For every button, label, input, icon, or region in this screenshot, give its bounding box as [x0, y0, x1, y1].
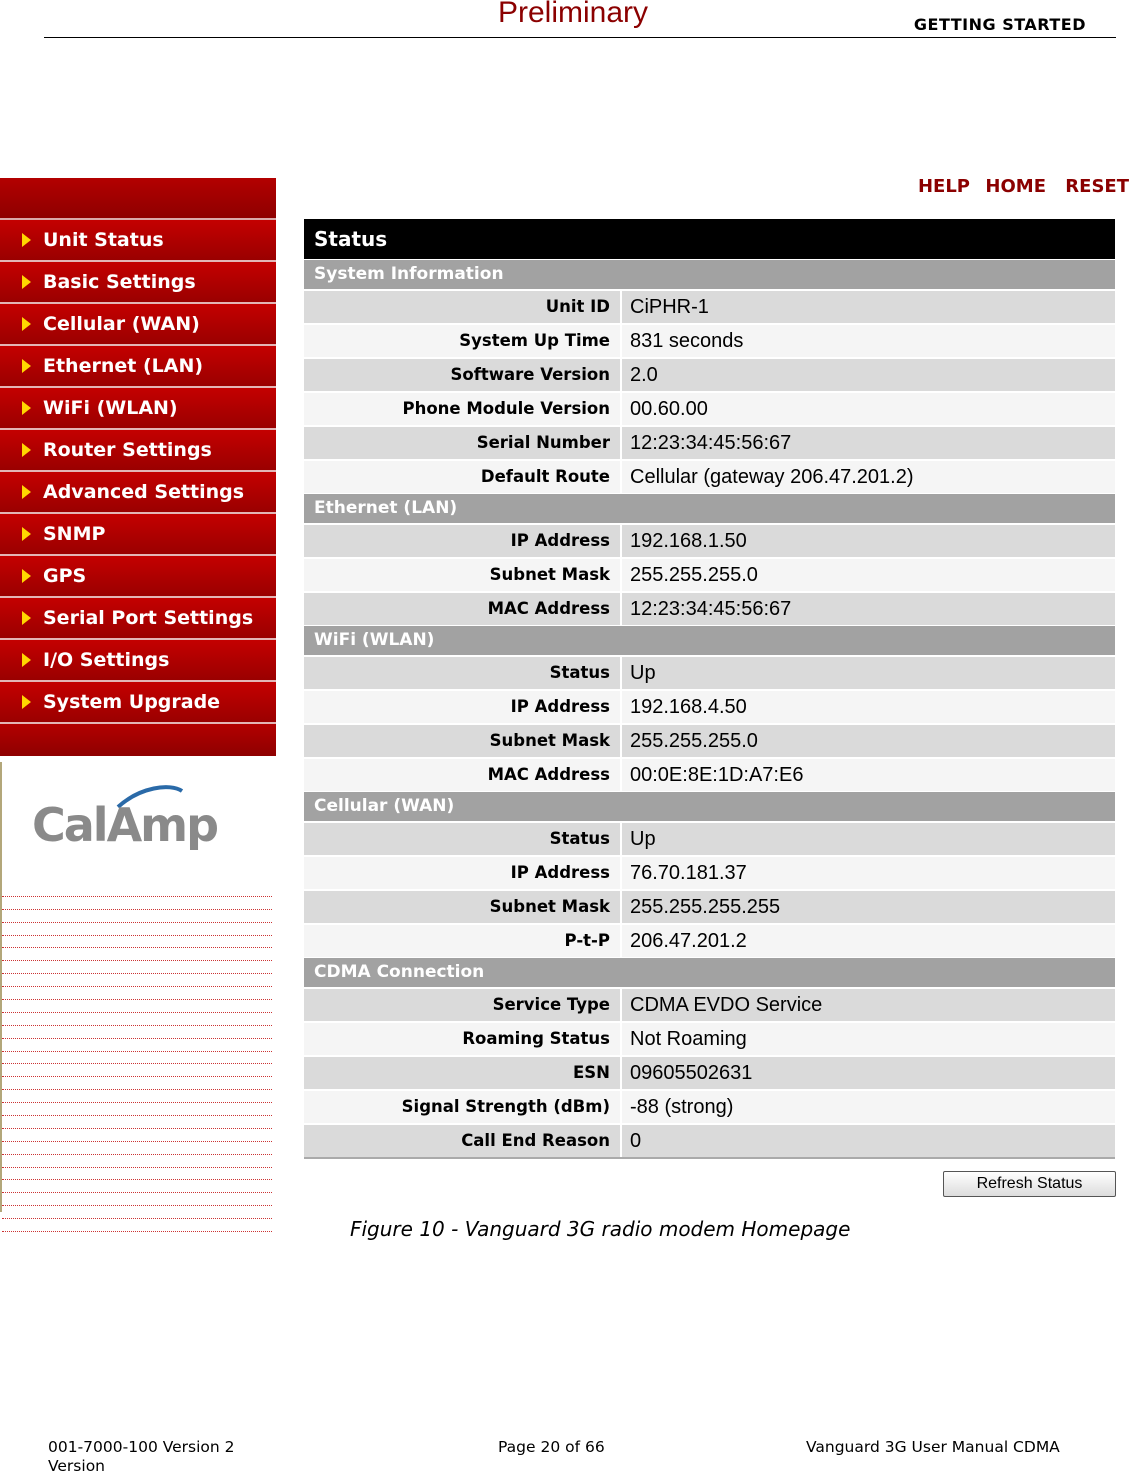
row-value: 192.168.1.50	[620, 525, 1115, 557]
sidebar-item-label: I/O Settings	[43, 649, 170, 671]
sidebar-item-label: Router Settings	[43, 439, 212, 461]
arrow-right-icon	[22, 275, 31, 289]
row-value: 206.47.201.2	[620, 925, 1115, 957]
row-label: Phone Module Version	[402, 399, 610, 418]
row-value: Up	[620, 823, 1115, 855]
sidebar-item-io-settings[interactable]	[0, 640, 276, 682]
arrow-right-icon	[22, 401, 31, 415]
logo-text: CalAmp	[32, 798, 218, 850]
section-header-system-information: System Information	[304, 259, 1115, 289]
row-value: -88 (strong)	[620, 1091, 1115, 1123]
row-label: Status	[549, 829, 610, 848]
arrow-right-icon	[22, 653, 31, 667]
row-label: Call End Reason	[461, 1131, 610, 1150]
row-label: Status	[549, 663, 610, 682]
sidebar-nav	[0, 178, 276, 756]
sidebar-top-bar	[0, 178, 276, 220]
sidebar-item-router-settings[interactable]	[0, 430, 276, 472]
row-value: 192.168.4.50	[620, 691, 1115, 723]
row-label: Subnet Mask	[489, 565, 610, 584]
table-row	[304, 425, 1115, 459]
table-row	[304, 723, 1115, 757]
footer-page-number: Page 20 of 66	[498, 1438, 605, 1456]
sidebar-item-label: Ethernet (LAN)	[43, 355, 204, 377]
table-row	[304, 923, 1115, 957]
sidebar-item-serial-port-settings[interactable]	[0, 598, 276, 640]
row-label: Subnet Mask	[489, 897, 610, 916]
row-label: ESN	[573, 1063, 610, 1082]
row-label: Unit ID	[545, 297, 610, 316]
table-row	[304, 323, 1115, 357]
row-label: IP Address	[510, 697, 610, 716]
row-label: Serial Number	[476, 433, 610, 452]
row-label: IP Address	[510, 863, 610, 882]
row-value: 12:23:34:45:56:67	[620, 593, 1115, 625]
arrow-right-icon	[22, 485, 31, 499]
table-row	[304, 689, 1115, 723]
footer-doc-number: 001-7000-100 Version 2	[48, 1438, 235, 1456]
arrow-right-icon	[22, 527, 31, 541]
table-row	[304, 757, 1115, 791]
row-value: 255.255.255.255	[620, 891, 1115, 923]
row-value: 76.70.181.37	[620, 857, 1115, 889]
calamp-logo	[30, 785, 250, 850]
table-row	[304, 1089, 1115, 1123]
sidebar-item-ethernet-lan[interactable]	[0, 346, 276, 388]
row-label: MAC Address	[487, 599, 610, 618]
sidebar-item-label: WiFi (WLAN)	[43, 397, 178, 419]
table-row	[304, 855, 1115, 889]
sidebar-item-wifi-wlan[interactable]	[0, 388, 276, 430]
reset-link[interactable]: RESET	[1065, 176, 1129, 197]
status-panel	[304, 219, 1115, 1159]
sidebar-item-unit-status[interactable]	[0, 220, 276, 262]
table-row	[304, 459, 1115, 493]
table-row	[304, 1123, 1115, 1157]
sidebar-item-label: Advanced Settings	[43, 481, 245, 503]
arrow-right-icon	[22, 611, 31, 625]
sidebar-item-gps[interactable]	[0, 556, 276, 598]
sidebar-item-label: SNMP	[43, 523, 106, 545]
sidebar-item-label: Basic Settings	[43, 271, 196, 293]
row-label: Subnet Mask	[489, 731, 610, 750]
header-rule	[44, 37, 1116, 38]
row-label: P-t-P	[564, 931, 610, 950]
sidebar-item-label: Cellular (WAN)	[43, 313, 200, 335]
sidebar-item-snmp[interactable]	[0, 514, 276, 556]
table-row	[304, 357, 1115, 391]
table-row	[304, 557, 1115, 591]
section-heading: GETTING STARTED	[913, 15, 1086, 34]
footer-doc-version: Version	[48, 1457, 105, 1475]
row-value: CDMA EVDO Service	[620, 989, 1115, 1021]
row-value: 0	[620, 1125, 1115, 1157]
help-link[interactable]: HELP	[917, 176, 970, 197]
arrow-right-icon	[22, 233, 31, 247]
refresh-status-button[interactable]: Refresh Status	[943, 1171, 1116, 1197]
panel-bottom-rule	[304, 1157, 1115, 1159]
table-row	[304, 1021, 1115, 1055]
arrow-right-icon	[22, 569, 31, 583]
row-label: System Up Time	[459, 331, 610, 350]
row-label: Service Type	[492, 995, 610, 1014]
sidebar-item-advanced-settings[interactable]	[0, 472, 276, 514]
sidebar-bottom-bar	[0, 724, 276, 756]
row-label: Roaming Status	[462, 1029, 610, 1048]
row-value: 12:23:34:45:56:67	[620, 427, 1115, 459]
table-row	[304, 391, 1115, 425]
row-value: Cellular (gateway 206.47.201.2)	[620, 461, 1115, 493]
row-label: Signal Strength (dBm)	[401, 1097, 610, 1116]
row-label: Software Version	[450, 365, 610, 384]
footer-manual-title: Vanguard 3G User Manual CDMA	[806, 1438, 1060, 1456]
row-value: 00:0E:8E:1D:A7:E6	[620, 759, 1115, 791]
sidebar-item-label: System Upgrade	[43, 691, 221, 713]
table-row	[304, 523, 1115, 557]
table-row	[304, 889, 1115, 923]
row-label: IP Address	[510, 531, 610, 550]
row-label: Default Route	[480, 467, 610, 486]
home-link[interactable]: HOME	[985, 176, 1046, 197]
sidebar-item-cellular-wan[interactable]	[0, 304, 276, 346]
section-header-wifi-wlan: WiFi (WLAN)	[304, 625, 1115, 655]
table-row	[304, 1055, 1115, 1089]
row-value: 831 seconds	[620, 325, 1115, 357]
sidebar-item-label: Unit Status	[43, 229, 164, 251]
arrow-right-icon	[22, 359, 31, 373]
sidebar-dotted-lines	[2, 884, 272, 1232]
preliminary-watermark: Preliminary	[498, 0, 649, 29]
arrow-right-icon	[22, 317, 31, 331]
table-row	[304, 821, 1115, 855]
arrow-right-icon	[22, 443, 31, 457]
section-header-cdma-connection: CDMA Connection	[304, 957, 1115, 987]
panel-title: Status	[304, 219, 1115, 259]
row-value: 255.255.255.0	[620, 725, 1115, 757]
sidebar-item-basic-settings[interactable]	[0, 262, 276, 304]
row-value: Not Roaming	[620, 1023, 1115, 1055]
arrow-right-icon	[22, 695, 31, 709]
section-header-ethernet-lan: Ethernet (LAN)	[304, 493, 1115, 523]
table-row	[304, 591, 1115, 625]
sidebar-item-label: GPS	[43, 565, 87, 587]
row-label: MAC Address	[487, 765, 610, 784]
row-value: 00.60.00	[620, 393, 1115, 425]
sidebar-item-label: Serial Port Settings	[43, 607, 254, 629]
table-row	[304, 987, 1115, 1021]
row-value: 09605502631	[620, 1057, 1115, 1089]
row-value: 255.255.255.0	[620, 559, 1115, 591]
row-value: CiPHR-1	[620, 291, 1115, 323]
figure-caption: Figure 10 - Vanguard 3G radio modem Homepage	[350, 1217, 851, 1241]
section-header-cellular-wan: Cellular (WAN)	[304, 791, 1115, 821]
row-value: 2.0	[620, 359, 1115, 391]
table-row	[304, 655, 1115, 689]
sidebar-item-system-upgrade[interactable]	[0, 682, 276, 724]
table-row	[304, 289, 1115, 323]
row-value: Up	[620, 657, 1115, 689]
